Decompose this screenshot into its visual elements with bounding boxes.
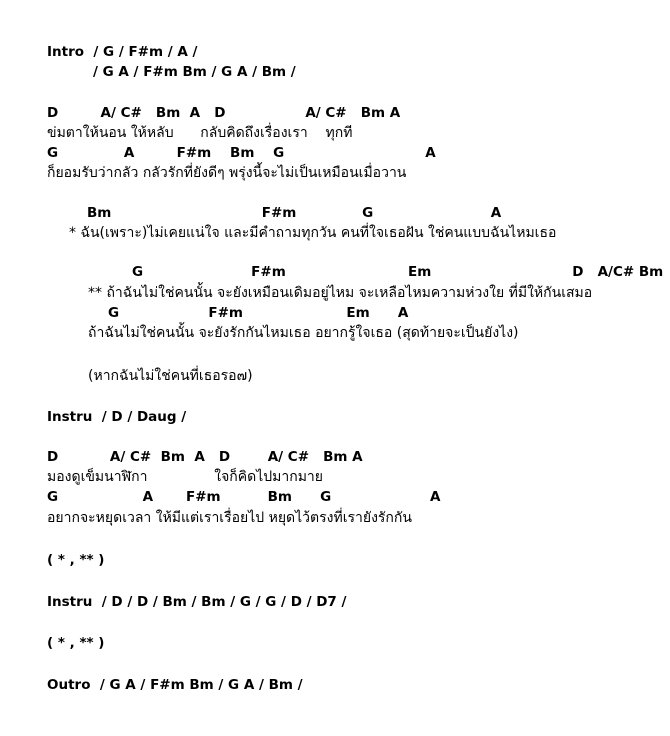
verse2-lyrics-2: อยากจะหยุดเวลา ให้มีแต่เราเรื่อยไป หยุดไว้ตรงที่เรายังรักกัน (47, 510, 412, 526)
intro-line-2: / G A / F#m Bm / G A / Bm / (93, 64, 296, 80)
chorus-lyrics-1: ** ถ้าฉันไม่ใช่คนนั้น จะยังเหมือนเดิมอยู่ไหม จะเหลือไหมความห่วงใย ที่มีให้กันเสมอ (88, 285, 593, 301)
chorus-chords-2: G F#m Em A (108, 305, 409, 321)
instru-2: Instru / D / D / Bm / Bm / G / G / D / D7 / (47, 594, 347, 610)
chorus-lyrics-2: ถ้าฉันไม่ใช่คนนั้น จะยังรักกันไหมเธอ อยากรู้ใจเธอ (สุดท้ายจะเป็นยังไง) (88, 325, 519, 341)
verse1-lyrics-2: ก็ยอมรับว่ากลัว กลัวรักที่ยังดีๆ พรุ่งนี้จะไม่เป็นเหมือนเมื่อวาน (47, 165, 407, 181)
chorus-tag: (หากฉันไม่ใช่คนที่เธอรอ๗) (88, 368, 253, 384)
instru-1: Instru / D / Daug / (47, 409, 187, 425)
intro-line-1: Intro / G / F#m / A / (47, 44, 198, 60)
verse2-chords-1: D A/ C# Bm A D A/ C# Bm A (47, 449, 363, 465)
chorus-chords-1: G F#m Em D A/C# Bm (132, 264, 664, 280)
repeat-marker-1: ( * , ** ) (47, 552, 105, 568)
verse1-chords-1: D A/ C# Bm A D A/ C# Bm A (47, 105, 401, 121)
prechorus-lyrics: * ฉัน(เพราะ)ไม่เคยแน่ใจ และมีคำถามทุกวัน คนที่ใจเธอฝัน ใช่คนแบบฉันไหมเธอ (69, 225, 557, 241)
verse1-lyrics-1: ข่มตาให้นอน ให้หลับ กลับคิดถึงเรื่องเรา ทุกที (47, 125, 353, 141)
repeat-marker-2: ( * , ** ) (47, 635, 105, 651)
verse1-chords-2: G A F#m Bm G A (47, 145, 436, 161)
outro-line: Outro / G A / F#m Bm / G A / Bm / (47, 677, 303, 693)
verse2-chords-2: G A F#m Bm G A (47, 489, 441, 505)
prechorus-chords: Bm F#m G A (87, 205, 502, 221)
verse2-lyrics-1: มองดูเข็มนาฬิกา ใจก็คิดไปมากมาย (47, 469, 324, 485)
